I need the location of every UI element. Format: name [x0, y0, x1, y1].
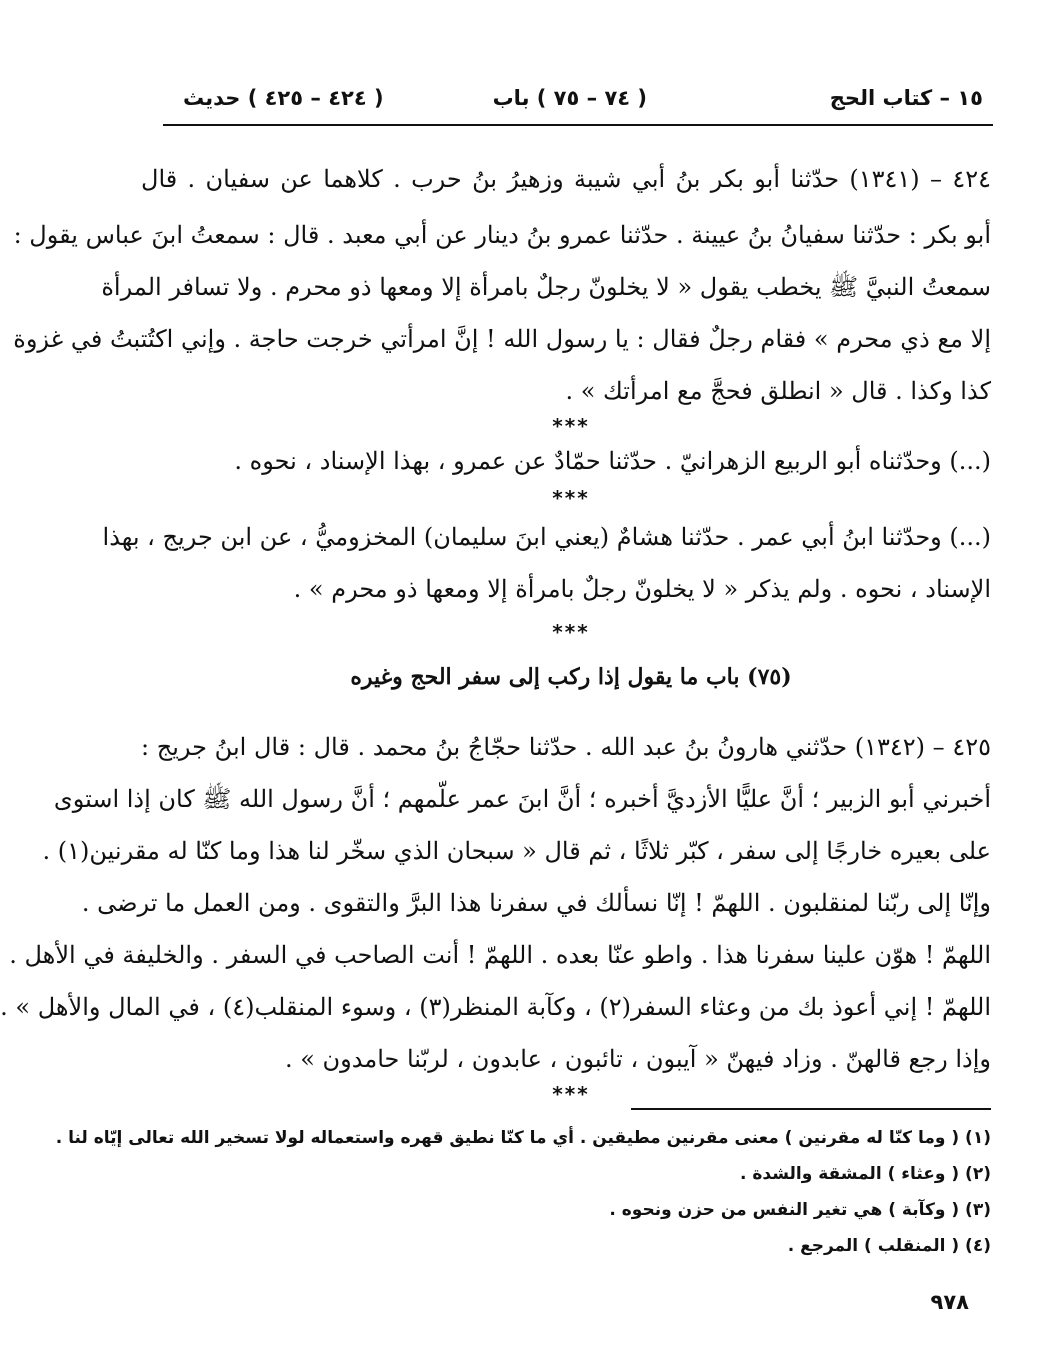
body-line: وإذا رجع قالهنّ . وزاد فيهنّ « آيبون ، تائبون ، عابدون ، لربّنا حامدون » .: [284, 1045, 991, 1073]
header-divider: [163, 124, 993, 126]
footnote: (١) ( وما كنّا له مقرنين ) معنى مقرنين مطيقين . أي ما كنّا نطيق قهره واستعماله لولا تسخير الله تعالى إيّاه لنا .: [55, 1128, 991, 1148]
footnote: (٣) ( وكآبة ) هي تغير النفس من حزن ونحوه .: [609, 1200, 991, 1220]
body-line: على بعيره خارجًا إلى سفر ، كبّر ثلاثًا ، ثم قال « سبحان الذي سخّر لنا هذا وما كنّا له مقرنين(١) .: [42, 837, 991, 865]
header-book-title: ١٥ – كتاب الحج: [829, 86, 983, 110]
footnote-divider: [631, 1108, 991, 1110]
body-line: ٤٢٥ – (١٣٤٢) حدّثني هارونُ بنُ عبد الله . حدّثنا حجّاجُ بنُ محمد . قال : قال ابنُ جريج :: [141, 733, 991, 761]
body-line: اللهمّ ! إني أعوذ بك من وعثاء السفر(٢) ، وكآبة المنظر(٣) ، وسوء المنقلب(٤) ، في المال والأهل » .: [0, 993, 991, 1021]
body-line: اللهمّ ! هوّن علينا سفرنا هذا . واطو عنّا بعده . اللهمّ ! أنت الصاحب في السفر . والخليفة في الأهل .: [9, 941, 991, 969]
isnad-line: الإسناد ، نحوه . ولم يذكر « لا يخلونّ رجلٌ بامرأة إلا ومعها ذو محرم » .: [293, 575, 991, 603]
body-line: أبو بكر : حدّثنا سفيانُ بنُ عيينة . حدّثنا عمرو بنُ دينار عن أبي معبد . قال : سمعتُ ابنَ عباس يقول :: [13, 221, 991, 249]
chapter-heading: (٧٥) باب ما يقول إذا ركب إلى سفر الحج وغيره: [350, 664, 792, 690]
section-separator: ***: [552, 1082, 590, 1106]
header-hadith-range: ( ٤٢٤ – ٤٢٥ ) حديث: [183, 86, 384, 110]
page-number: ٩٧٨: [930, 1290, 969, 1314]
body-line: وإنّا إلى ربّنا لمنقلبون . اللهمّ ! إنّا نسألك في سفرنا هذا البرَّ والتقوى . ومن العمل ما ترضى .: [81, 889, 991, 917]
footnote: (٤) ( المنقلب ) المرجع .: [787, 1236, 991, 1256]
isnad-line: (...) وحدّثنا ابنُ أبي عمر . حدّثنا هشامٌ (يعني ابنَ سليمان) المخزوميُّ ، عن ابن جريج ، بهذا: [102, 523, 991, 551]
section-separator: ***: [552, 620, 590, 644]
body-line: سمعتُ النبيَّ ﷺ يخطب يقول « لا يخلونّ رجلٌ بامرأة إلا ومعها ذو محرم . ولا تسافر المرأة: [101, 273, 991, 301]
footnote: (٢) ( وعثاء ) المشقة والشدة .: [739, 1164, 991, 1184]
body-line: كذا وكذا . قال « انطلق فحجَّ مع امرأتك » .: [565, 377, 991, 405]
body-line: ٤٢٤ – (١٣٤١) حدّثنا أبو بكر بنُ أبي شيبة وزهيرُ بنُ حرب . كلاهما عن سفيان . قال: [141, 165, 991, 193]
header-chapter-range: ( ٧٤ – ٧٥ ) باب: [492, 86, 647, 110]
running-header: [163, 86, 993, 120]
section-separator: ***: [552, 486, 590, 510]
body-line: إلا مع ذي محرم » فقام رجلٌ فقال : يا رسول الله ! إنَّ امرأتي خرجت حاجة . وإني اكتُتبتُ في غزوة: [13, 325, 991, 353]
isnad-line: (...) وحدّثناه أبو الربيع الزهرانيّ . حدّثنا حمّادٌ عن عمرو ، بهذا الإسناد ، نحوه .: [234, 447, 991, 475]
body-line: أخبرني أبو الزبير ؛ أنَّ عليًّا الأزديَّ أخبره ؛ أنَّ ابنَ عمر علّمهم ؛ أنَّ رسول الله ﷺ كان إذا استوى: [53, 785, 991, 813]
section-separator: ***: [552, 414, 590, 438]
